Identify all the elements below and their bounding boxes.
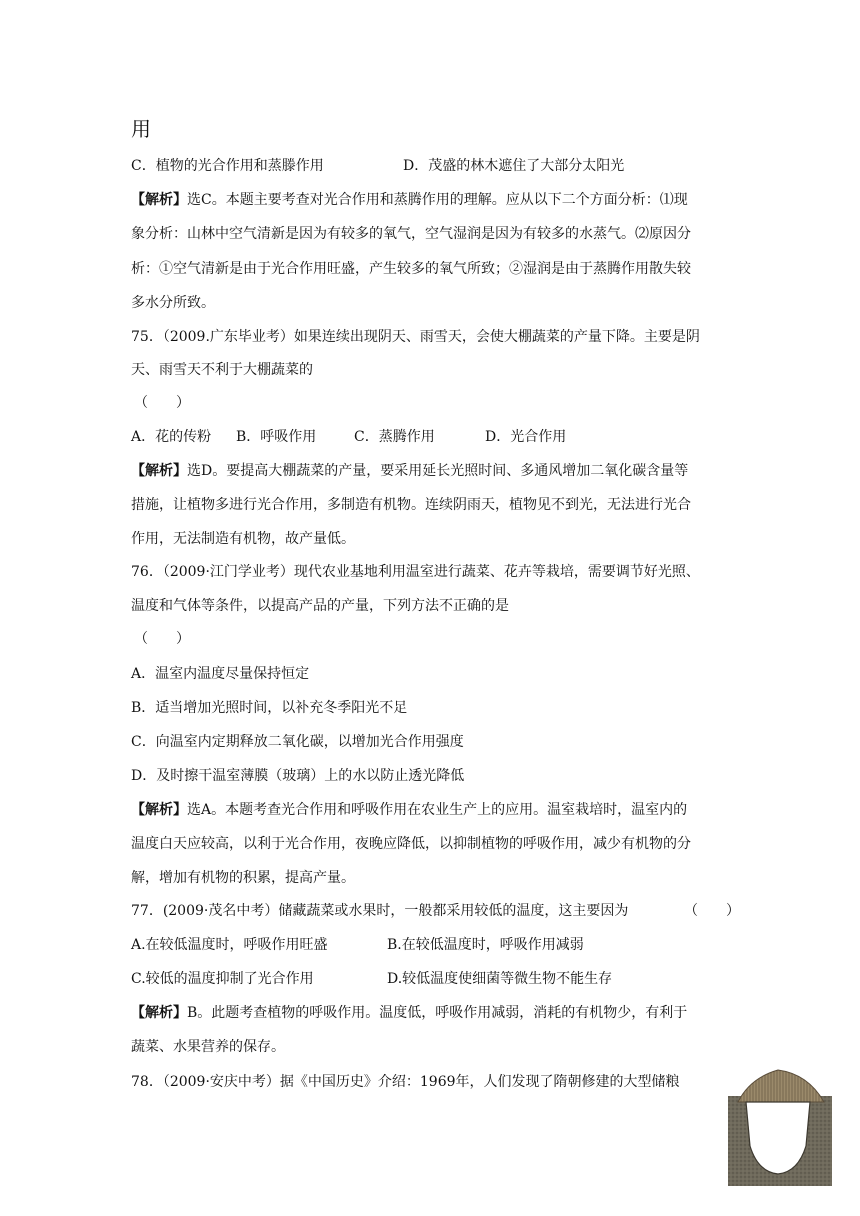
- q76-analysis-line-1: 【解析】选A。本题考查光合作用和呼吸作用在农业生产上的应用。温室栽培时，温室内的: [131, 802, 688, 818]
- q74-analysis-line-1: 【解析】选C。本题主要考查对光合作用和蒸腾作用的理解。应从以下二个方面分析：⑴现: [131, 192, 688, 208]
- q76-option-a: A．温室内温度尽量保持恒定: [131, 666, 310, 682]
- q77-stem: 77．(2009·茂名中考）储藏蔬菜或水果时，一般都采用较低的温度，这主要因为 （ ）: [131, 903, 740, 919]
- q76-stem-line-1: 76．（2009·江门学业考）现代农业基地利用温室进行蔬菜、花卉等栽培，需要调节好光照、: [131, 564, 700, 580]
- q74-analysis-line-4: 多水分所致。: [131, 295, 215, 311]
- q77-option-c: C.较低的温度抑制了光合作用: [131, 971, 314, 987]
- q75-stem-line-2: 天、雨雪天不利于大棚蔬菜的: [131, 362, 313, 378]
- q77-option-d: D.较低温度使细菌等微生物不能生存: [387, 971, 613, 987]
- q75-analysis-line-1: 【解析】选D。要提高大棚蔬菜的产量，要采用延长光照时间、多通风增加二氧化碳含量等: [131, 463, 689, 479]
- q75-analysis-line-3: 作用，无法制造有机物，故产量低。: [131, 531, 355, 547]
- analysis-label: 【解析】: [131, 1005, 187, 1021]
- q77-options-cd: [131, 969, 731, 989]
- q76-analysis-line-2: 温度白天应较高，以利于光合作用，夜晚应降低，以抑制植物的呼吸作用，减少有机物的分: [131, 836, 691, 852]
- q77-answer-blank: （ ）: [684, 903, 740, 919]
- q76-analysis-line-3: 解，增加有机物的积累，提高产量。: [131, 870, 355, 886]
- q75-option-c: C．蒸腾作用: [354, 429, 435, 445]
- q75-option-a: A．花的传粉: [131, 429, 212, 445]
- q76-option-b: B．适当增加光照时间，以补充冬季阳光不足: [131, 700, 408, 716]
- q74-option-d: D．茂盛的林木遮住了大部分太阳光: [403, 158, 625, 174]
- q74-option-c: C．植物的光合作用和蒸滕作用: [131, 158, 324, 174]
- q77-analysis-line-1: 【解析】B。此题考查植物的呼吸作用。温度低，呼吸作用减弱，消耗的有机物少，有利于: [131, 1005, 688, 1021]
- q75-analysis-line-2: 措施，让植物多进行光合作用，多制造有机物。连续阴雨天，植物见不到光，无法进行光合: [131, 497, 691, 513]
- q74-analysis-line-2: 象分析：山林中空气清新是因为有较多的氧气，空气湿润是因为有较多的水蒸气。⑵原因分: [131, 226, 691, 242]
- q74-analysis-line-3: 析：①空气清新是由于光合作用旺盛，产生较多的氧气所致；②湿润是由于蒸腾作用散失较: [131, 261, 691, 277]
- q75-option-b: B．呼吸作用: [236, 429, 317, 445]
- analysis-label: 【解析】: [131, 802, 187, 818]
- q77-analysis-line-2: 蔬菜、水果营养的保存。: [131, 1039, 285, 1055]
- continuation-text: 用: [131, 117, 151, 141]
- q75-option-d: D．光合作用: [485, 429, 567, 445]
- q75-options: [131, 427, 731, 447]
- granary-pit-illustration: [728, 1068, 832, 1186]
- q76-option-c: C．向温室内定期释放二氧化碳，以增加光合作用强度: [131, 734, 464, 750]
- q77-options-ab: [131, 935, 731, 955]
- q75-answer-blank: （ ）: [134, 395, 190, 411]
- q77-option-b: B.在较低温度时，呼吸作用减弱: [387, 937, 584, 953]
- q74-options-cd: [131, 156, 731, 176]
- q76-option-d: D．及时擦干温室薄膜（玻璃）上的水以防止透光降低: [131, 768, 465, 784]
- q75-stem-line-1: 75．（2009.广东毕业考）如果连续出现阴天、雨雪天，会使大棚蔬菜的产量下降。主要是阴: [131, 329, 700, 345]
- q77-option-a: A.在较低温度时，呼吸作用旺盛: [131, 937, 328, 953]
- q76-answer-blank: （ ）: [134, 631, 190, 647]
- analysis-label: 【解析】: [131, 463, 187, 479]
- analysis-label: 【解析】: [131, 192, 187, 208]
- q76-stem-line-2: 温度和气体等条件，以提高产品的产量，下列方法不正确的是: [131, 598, 509, 614]
- q78-stem-line-1: 78．（2009·安庆中考）据《中国历史》介绍：1969年，人们发现了隋朝修建的大型储粮: [131, 1074, 680, 1090]
